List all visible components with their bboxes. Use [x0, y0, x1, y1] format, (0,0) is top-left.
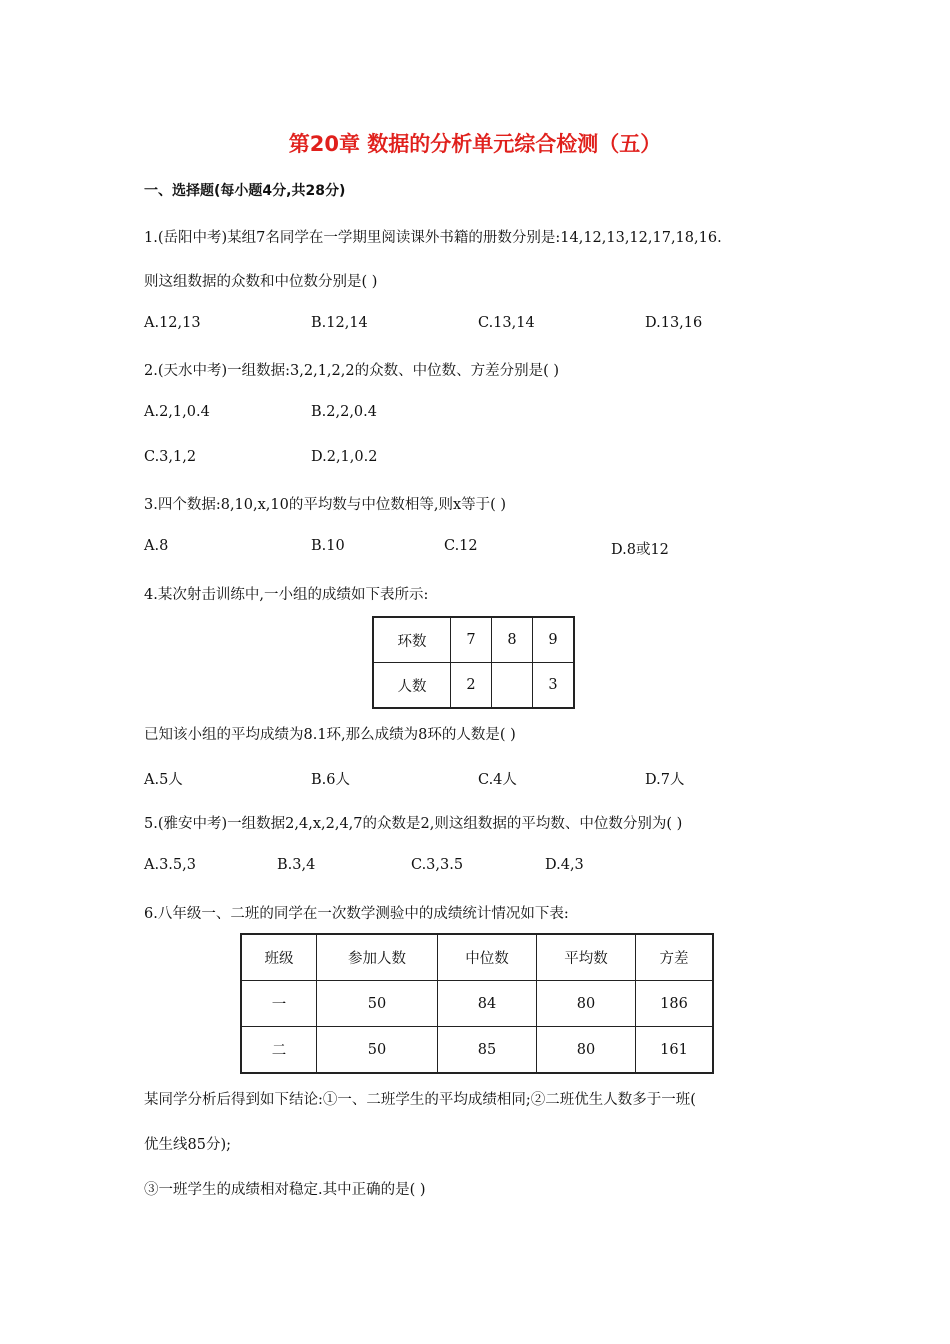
table-cell: 161 [636, 1027, 714, 1074]
table-cell [492, 663, 533, 709]
question-3-line-1: 3.四个数据:8,10,x,10的平均数与中位数相等,则x等于( ) [144, 497, 507, 513]
table-header-cell: 班级 [241, 934, 317, 981]
table-header-cell: 中位数 [438, 934, 537, 981]
table-header-row [241, 934, 713, 981]
question-5-option-d: D.4,3 [545, 857, 584, 873]
question-4-line-1: 4.某次射击训练中,一小组的成绩如下表所示: [144, 587, 429, 603]
question-6-line-3: 优生线85分); [144, 1137, 231, 1153]
question-4-option-b: B.6人 [311, 772, 350, 788]
table-cell: 人数 [373, 663, 451, 709]
question-3-option-c: C.12 [444, 538, 478, 554]
question-1-option-c: C.13,14 [478, 315, 535, 331]
question-6-line-2: 某同学分析后得到如下结论:①一、二班学生的平均成绩相同;②二班优生人数多于一班( [144, 1092, 696, 1108]
question-5-option-c: C.3,3.5 [411, 857, 464, 873]
table-cell: 85 [438, 1027, 537, 1074]
table-cell: 7 [451, 617, 492, 663]
question-4-option-a: A.5人 [144, 772, 183, 788]
question-4-option-d: D.7人 [645, 772, 685, 788]
table-cell: 8 [492, 617, 533, 663]
question-5-option-a: A.3.5,3 [144, 857, 196, 873]
table-cell: 环数 [373, 617, 451, 663]
table-row [373, 663, 574, 709]
question-2-option-b: B.2,2,0.4 [311, 404, 377, 420]
question-2-option-a: A.2,1,0.4 [144, 404, 210, 420]
question-2-option-c: C.3,1,2 [144, 449, 197, 465]
table-cell: 84 [438, 981, 537, 1027]
table-cell: 2 [451, 663, 492, 709]
question-1-line-1: 1.(岳阳中考)某组7名同学在一学期里阅读课外书籍的册数分别是:14,12,13,12,17,18,16. [144, 230, 722, 246]
question-4-line-2: 已知该小组的平均成绩为8.1环,那么成绩为8环的人数是( ) [144, 727, 516, 743]
table-cell: 9 [533, 617, 575, 663]
question-1-option-a: A.12,13 [144, 315, 201, 331]
question-5-line-1: 5.(雅安中考)一组数据2,4,x,2,4,7的众数是2,则这组数据的平均数、中位数分别为( ) [144, 816, 683, 832]
question-2-line-1: 2.(天水中考)一组数据:3,2,1,2,2的众数、中位数、方差分别是( ) [144, 363, 560, 379]
table-row [241, 1027, 713, 1074]
question-6-line-1: 6.八年级一、二班的同学在一次数学测验中的成绩统计情况如下表: [144, 906, 569, 922]
table-cell: 50 [317, 1027, 438, 1074]
question-6-line-4: ③一班学生的成绩相对稳定.其中正确的是( ) [144, 1182, 426, 1198]
page-title: 第20章 数据的分析单元综合检测（五） [288, 132, 662, 156]
table-header-cell: 方差 [636, 934, 714, 981]
table-cell: 3 [533, 663, 575, 709]
table-cell: 一 [241, 981, 317, 1027]
table-row [373, 617, 574, 663]
question-3-option-d: D.8或12 [611, 542, 669, 558]
question-4-option-c: C.4人 [478, 772, 517, 788]
question-2-option-d: D.2,1,0.2 [311, 449, 378, 465]
table-row [241, 981, 713, 1027]
section-heading: 一、选择题(每小题4分,共28分) [144, 183, 346, 199]
table-cell: 186 [636, 981, 714, 1027]
question-1-line-2: 则这组数据的众数和中位数分别是( ) [144, 274, 378, 290]
table-cell: 80 [537, 1027, 636, 1074]
table-cell: 80 [537, 981, 636, 1027]
question-5-option-b: B.3,4 [277, 857, 316, 873]
class-stats-table [240, 933, 714, 1074]
question-3-option-b: B.10 [311, 538, 345, 554]
question-1-option-b: B.12,14 [311, 315, 368, 331]
table-header-cell: 平均数 [537, 934, 636, 981]
score-table [372, 616, 575, 709]
table-cell: 50 [317, 981, 438, 1027]
question-3-option-a: A.8 [144, 538, 169, 554]
table-header-cell: 参加人数 [317, 934, 438, 981]
table-cell: 二 [241, 1027, 317, 1074]
question-1-option-d: D.13,16 [645, 315, 703, 331]
